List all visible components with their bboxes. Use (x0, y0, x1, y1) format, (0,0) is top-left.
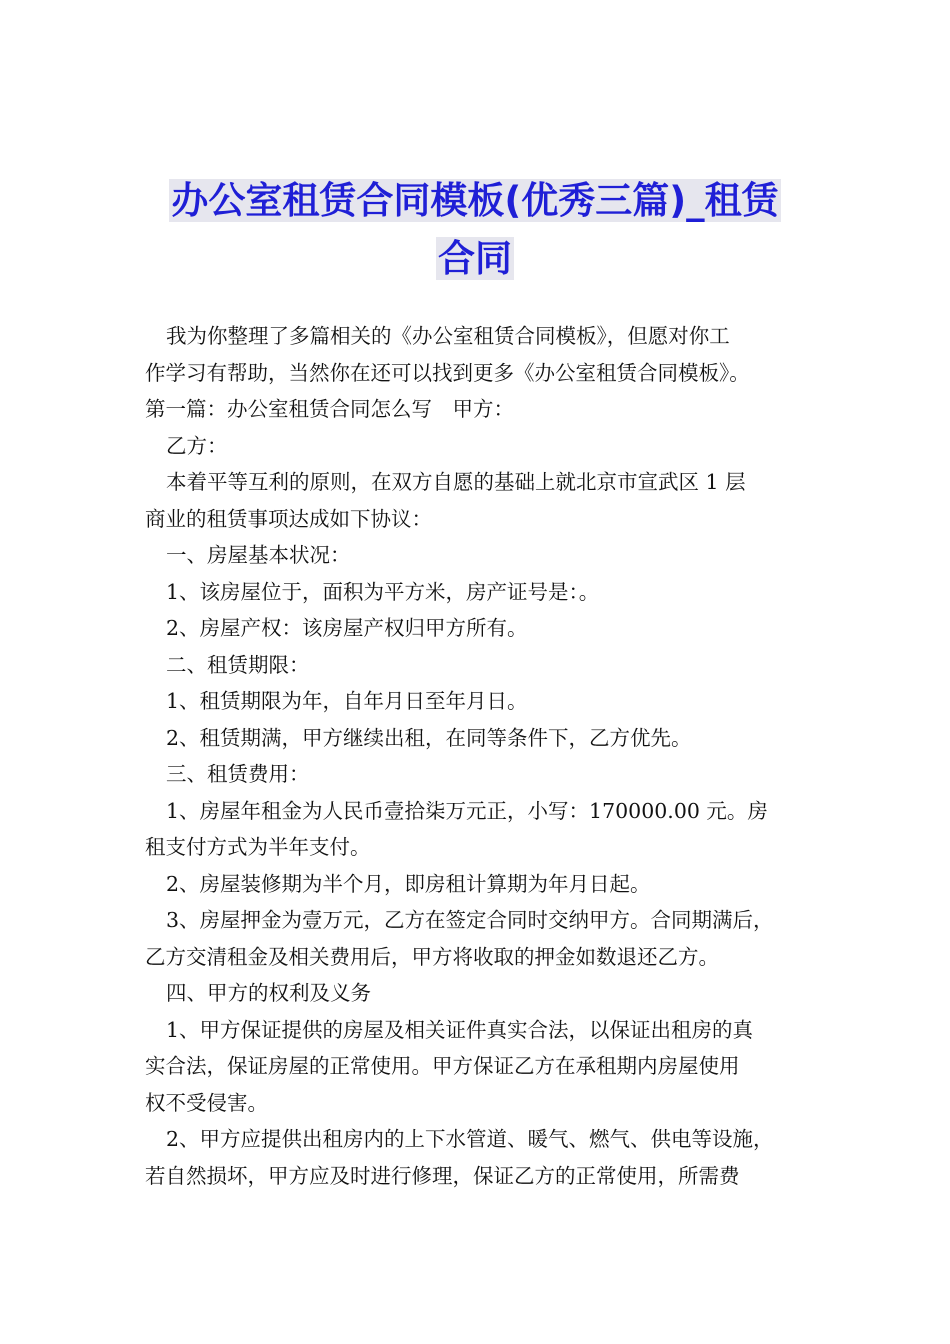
document-body (145, 318, 825, 1194)
paragraph-line: 第一篇：办公室租赁合同怎么写 甲方： (145, 397, 514, 421)
title-line-2: 合同 (438, 237, 512, 280)
paragraph-line: 我为你整理了多篇相关的《办公室租赁合同模板》，但愿对你工 (166, 324, 730, 348)
paragraph-line: 2、甲方应提供出租房内的上下水管道、暖气、燃气、供电等设施， (166, 1127, 774, 1151)
paragraph-line: 若自然损坏，甲方应及时进行修理，保证乙方的正常使用，所需费 (145, 1163, 740, 1188)
paragraph-line: 1、该房屋位于，面积为平方米，房产证号是：。 (166, 579, 600, 604)
section-heading: 四、甲方的权利及义务 (166, 981, 371, 1005)
paragraph-line: 乙方交清租金及相关费用后，甲方将收取的押金如数退还乙方。 (145, 944, 719, 969)
paragraph-line: 权不受侵害。 (145, 1090, 268, 1115)
paragraph-line: 乙方： (166, 433, 228, 458)
paragraph-line: 实合法，保证房屋的正常使用。甲方保证乙方在承租期内房屋使用 (145, 1054, 740, 1078)
paragraph-line: 作学习有帮助，当然你在还可以找到更多《办公室租赁合同模板》。 (145, 360, 750, 385)
paragraph-line: 1、甲方保证提供的房屋及相关证件真实合法，以保证出租房的真 (166, 1017, 754, 1042)
paragraph-line: 商业的租赁事项达成如下协议： (145, 506, 432, 531)
section-heading: 二、租赁期限： (166, 652, 310, 677)
paragraph-line: 租支付方式为半年支付。 (145, 835, 371, 859)
title-line-1: 办公室租赁合同模板(优秀三篇)_租赁 (171, 179, 779, 222)
paragraph-line: 本着平等互利的原则，在双方自愿的基础上就北京市宣武区 1 层 (166, 470, 746, 494)
paragraph-line: 2、租赁期满，甲方继续出租，在同等条件下，乙方优先。 (166, 725, 692, 750)
section-heading: 三、租赁费用： (166, 762, 310, 786)
paragraph-line: 1、房屋年租金为人民币壹拾柒万元正，小写：170000.00 元。房 (166, 798, 768, 823)
document-title (140, 172, 810, 288)
paragraph-line: 2、房屋产权：该房屋产权归甲方所有。 (166, 616, 528, 640)
paragraph-line: 3、房屋押金为壹万元，乙方在签定合同时交纳甲方。合同期满后， (166, 908, 774, 932)
section-heading: 一、房屋基本状况： (166, 543, 351, 567)
paragraph-line: 1、租赁期限为年，自年月日至年月日。 (166, 689, 528, 713)
paragraph-line: 2、房屋装修期为半个月，即房租计算期为年月日起。 (166, 871, 651, 896)
